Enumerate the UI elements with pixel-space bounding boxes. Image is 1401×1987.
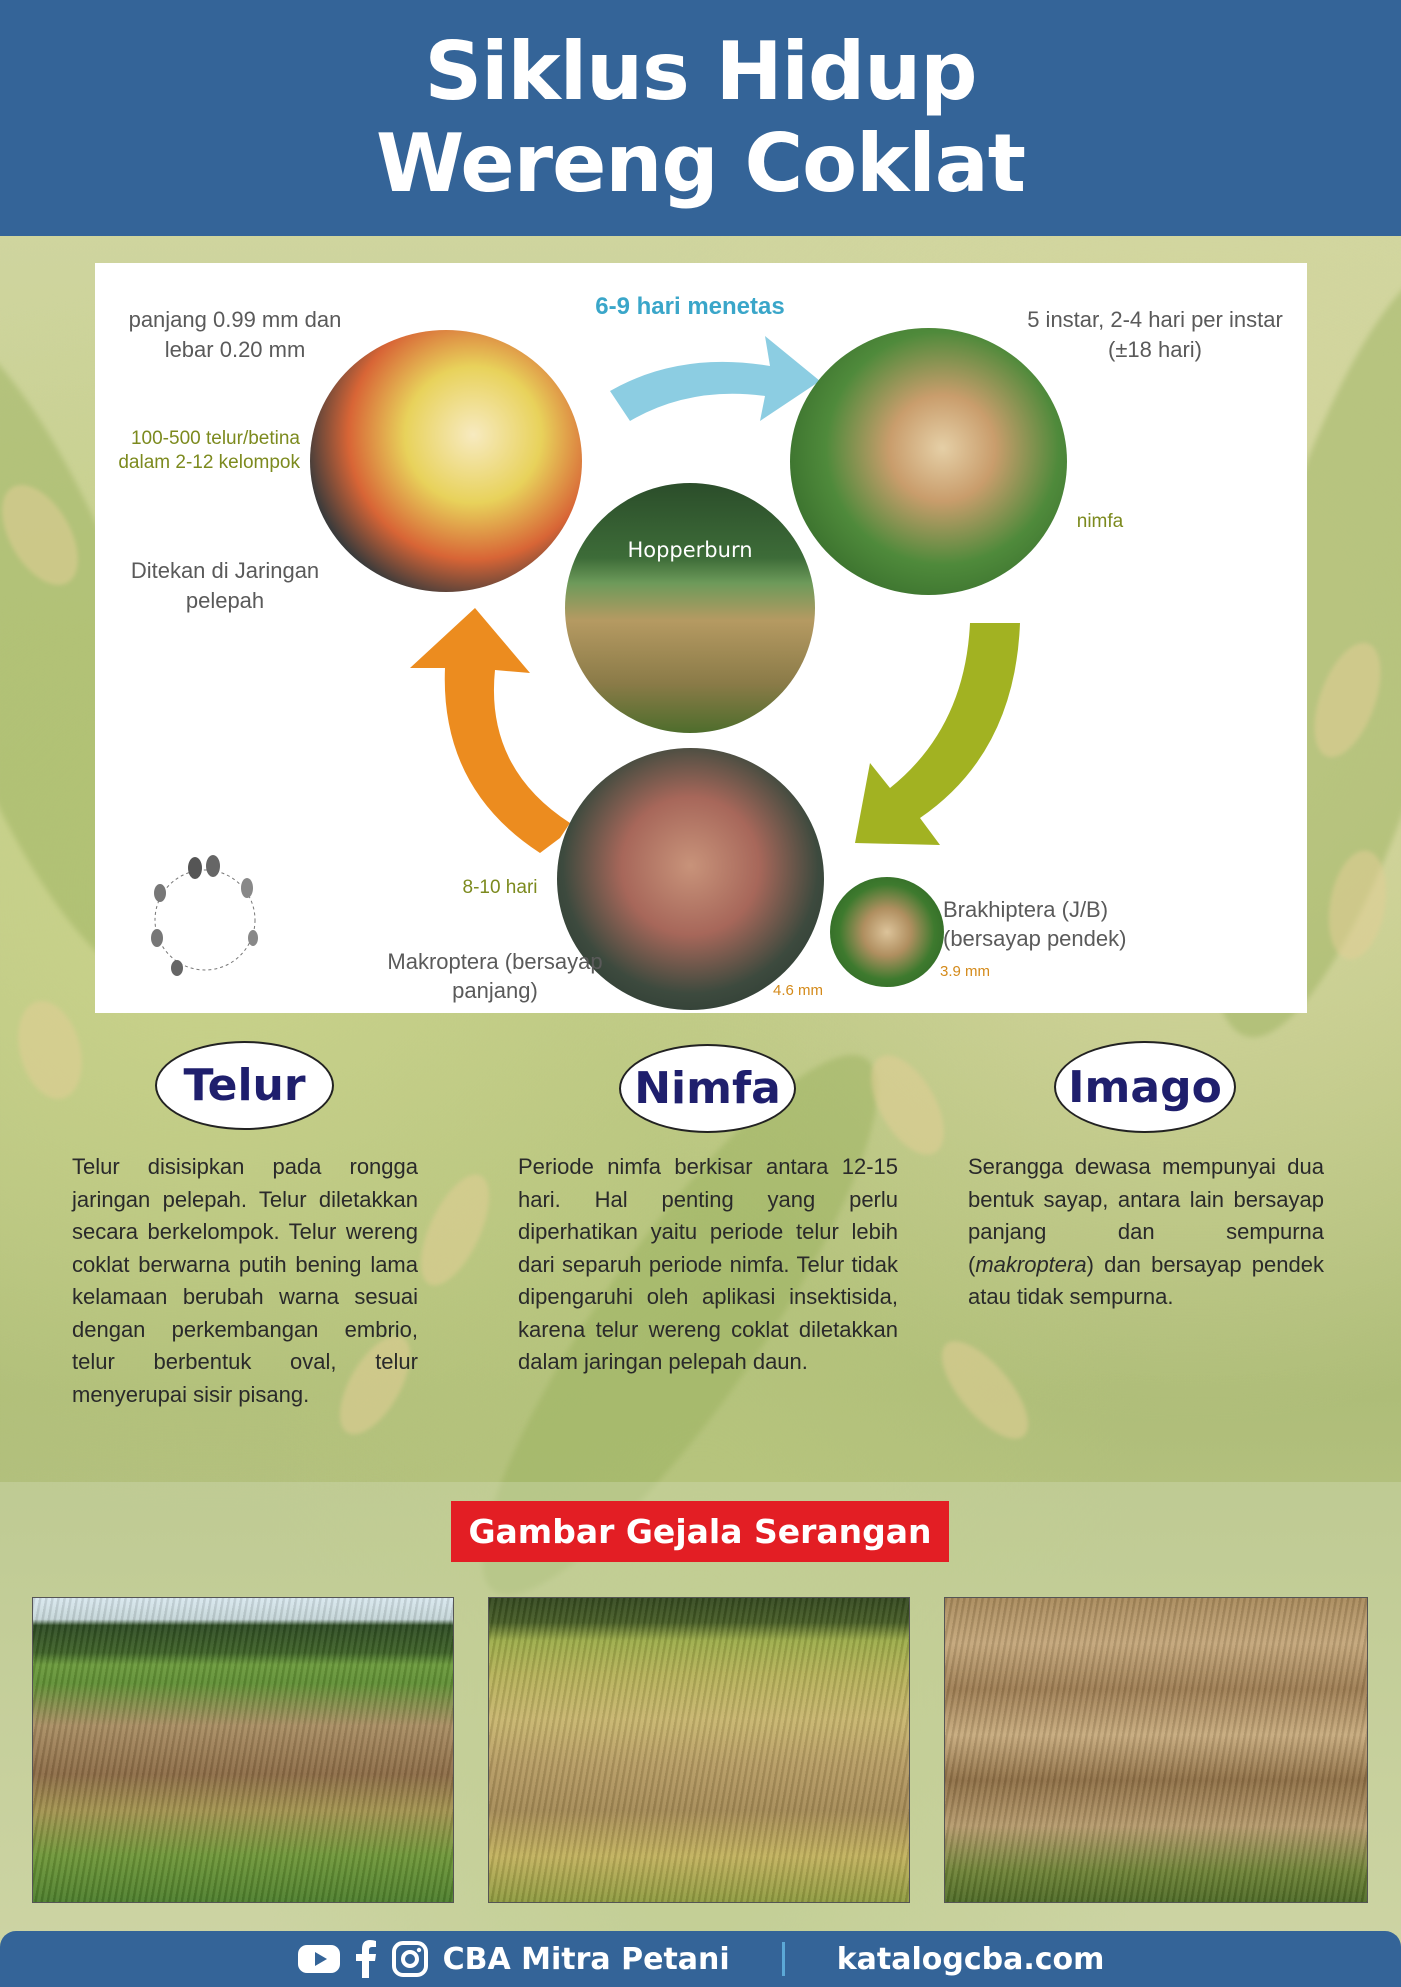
life-cycle-diagram	[95, 263, 1307, 1013]
brakhiptera-photo	[830, 877, 944, 987]
egg-photo	[310, 330, 582, 592]
page-header	[0, 0, 1401, 236]
background-grain	[8, 994, 92, 1106]
footer-brand[interactable]: CBA Mitra Petani	[442, 1941, 730, 1977]
symptom-photo-2	[488, 1597, 910, 1903]
telur-description: Telur disisipkan pada rongga jaringan pelepah. Telur diletakkan secara berkelompok. Telur wereng coklat berwarna putih bening lama kelamaan berubah warna sesuai dengan perkembangan embrio, telur berbentuk oval, telur menyerupai sisir pisang.	[72, 1154, 418, 1407]
footer-divider	[782, 1942, 785, 1976]
makroptera-size: 4.6 mm	[772, 982, 823, 999]
facebook-icon[interactable]	[355, 1940, 377, 1978]
imago-description	[968, 1151, 1324, 1314]
imago-badge: Imago	[1054, 1041, 1236, 1133]
background-grain	[927, 1328, 1042, 1452]
mini-cycle-sketch	[135, 848, 275, 988]
symptom-photo-1	[32, 1597, 454, 1903]
adult-to-egg-arrow	[390, 608, 590, 858]
egg-placement-text: Ditekan di Jaringan pelepah	[130, 558, 320, 613]
youtube-icon[interactable]	[297, 1943, 341, 1975]
makroptera-text: Makroptera (bersayap panjang)	[387, 949, 603, 1003]
imago-text-start: Serangga dewasa mempunyai dua bentuk sayap, antara lain bersayap panjang dan sempurna (	[968, 1154, 1324, 1277]
imago-text-end: ) dan bersayap pendek atau tidak sempurna.	[968, 1251, 1324, 1309]
symptom-photo-3	[944, 1597, 1368, 1903]
title-line-2: Wereng Coklat	[376, 117, 1025, 210]
egg-count-text: 100-500 telur/betina dalam 2-12 kelompok	[118, 428, 300, 473]
page-footer	[0, 1931, 1401, 1987]
hatch-text: 6-9 hari menetas	[595, 293, 785, 320]
background-grain	[407, 1165, 503, 1295]
hopperburn-photo	[565, 483, 815, 733]
instar-text: 5 instar, 2-4 hari per instar (±18 hari)	[1027, 307, 1283, 362]
footer-website[interactable]: katalogcba.com	[836, 1941, 1105, 1977]
imago-text-italic: makroptera	[975, 1251, 1087, 1277]
egg-size-text: panjang 0.99 mm dan lebar 0.20 mm	[128, 307, 342, 362]
nymph-to-adult-arrow	[820, 613, 1030, 853]
hopperburn-label: Hopperburn	[627, 538, 753, 562]
brakhiptera-size: 3.9 mm	[939, 963, 990, 980]
instagram-icon[interactable]	[391, 1940, 429, 1978]
adult-days-text: 8-10 hari	[462, 877, 538, 898]
nimfa-badge: Nimfa	[619, 1044, 796, 1133]
symptoms-title: Gambar Gejala Serangan	[451, 1501, 949, 1562]
nimfa-description: Periode nimfa berkisar antara 12-15 hari. Hal penting yang perlu diperhatikan yaitu periode telur lebih dari separuh periode nimfa. Telur tidak dipengaruhi oleh aplikasi insektisida, karena telur wereng coklat diletakkan dalam jaringan pelepah daun.	[518, 1154, 898, 1374]
telur-badge: Telur	[155, 1041, 334, 1130]
brakhiptera-text: Brakhiptera (J/B) (bersayap pendek)	[943, 897, 1127, 951]
page-title	[376, 26, 1025, 210]
nymph-photo	[790, 328, 1067, 595]
nimfa-label: nimfa	[1076, 511, 1124, 532]
title-line-1: Siklus Hidup	[424, 25, 977, 118]
